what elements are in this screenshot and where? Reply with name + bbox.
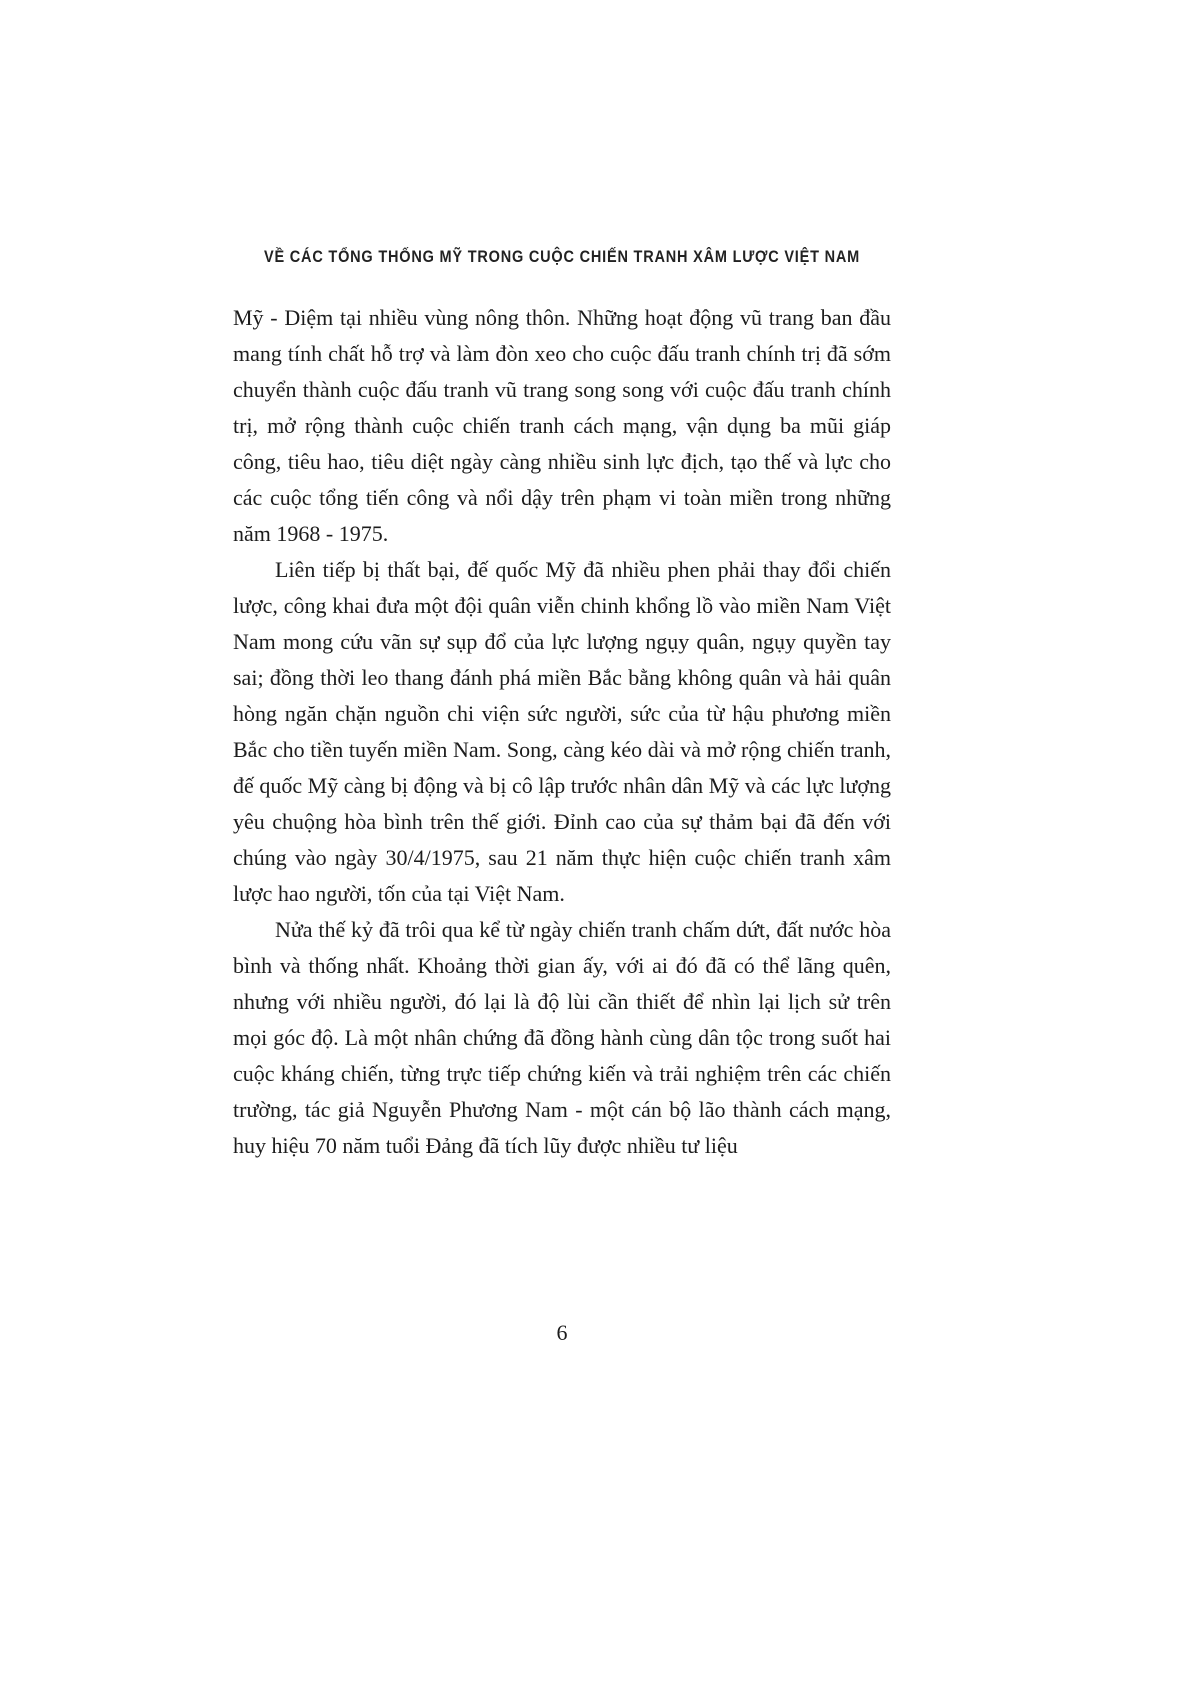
body-text [233, 300, 891, 1164]
running-header: VỀ CÁC TỔNG THỐNG MỸ TRONG CUỘC CHIẾN TRANH XÂM LƯỢC VIỆT NAM [264, 248, 860, 267]
paragraph: Nửa thế kỷ đã trôi qua kể từ ngày chiến tranh chấm dứt, đất nước hòa bình và thống nhất. Khoảng thời gian ấy, với ai đó đã có thể lãng quên, nhưng với nhiều người, đó lại là độ lùi cần thiết để nhìn lại lịch sử trên mọi góc độ. Là một nhân chứng đã đồng hành cùng dân tộc trong suốt hai cuộc kháng chiến, từng trực tiếp chứng kiến và trải nghiệm trên các chiến trường, tác giả Nguyễn Phương Nam - một cán bộ lão thành cách mạng, huy hiệu 70 năm tuổi Đảng đã tích lũy được nhiều tư liệu [233, 917, 891, 1158]
page-number: 6 [556, 1320, 568, 1345]
paragraph: Liên tiếp bị thất bại, đế quốc Mỹ đã nhiều phen phải thay đổi chiến lược, công khai đưa một đội quân viễn chinh khổng lồ vào miền Nam Việt Nam mong cứu vãn sự sụp đổ của lực lượng ngụy quân, ngụy quyền tay sai; đồng thời leo thang đánh phá miền Bắc bằng không quân và hải quân hòng ngăn chặn nguồn chi viện sức người, sức của từ hậu phương miền Bắc cho tiền tuyến miền Nam. Song, càng kéo dài và mở rộng chiến tranh, đế quốc Mỹ càng bị động và bị cô lập trước nhân dân Mỹ và các lực lượng yêu chuộng hòa bình trên thế giới. Đỉnh cao của sự thảm bại đã đến với chúng vào ngày 30/4/1975, sau 21 năm thực hiện cuộc chiến tranh xâm lược hao người, tốn của tại Việt Nam. [233, 557, 891, 906]
paragraph: Mỹ - Diệm tại nhiều vùng nông thôn. Những hoạt động vũ trang ban đầu mang tính chất hỗ trợ và làm đòn xeo cho cuộc đấu tranh chính trị đã sớm chuyển thành cuộc đấu tranh vũ trang song song với cuộc đấu tranh chính trị, mở rộng thành cuộc chiến tranh cách mạng, vận dụng ba mũi giáp công, tiêu hao, tiêu diệt ngày càng nhiều sinh lực địch, tạo thế và lực cho các cuộc tổng tiến công và nổi dậy trên phạm vi toàn miền trong những năm 1968 - 1975. [233, 305, 891, 546]
